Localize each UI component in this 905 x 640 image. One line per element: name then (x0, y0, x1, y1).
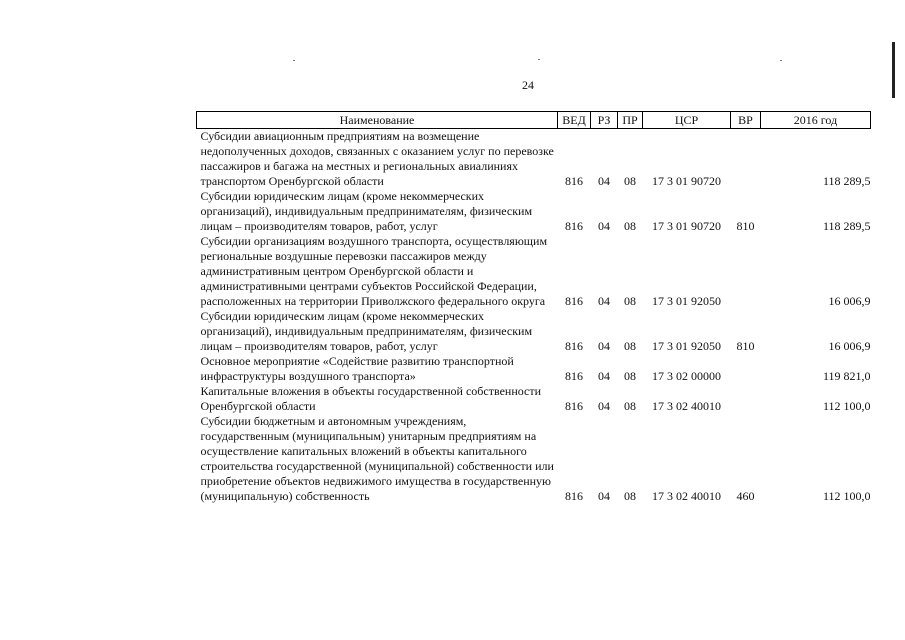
scan-speck (293, 60, 295, 61)
scan-speck (780, 60, 782, 61)
row-pr: 08 (624, 489, 636, 503)
row-name: Субсидии авиационным предприятиям на возмещение недополученных доходов, связанных с оказанием услуг по перевозке пассажиров и багажа на местных и региональных авиалиниях транспортом Оренбургской области (200, 129, 554, 188)
row-vr (731, 129, 761, 190)
row-ved: 816 (565, 294, 583, 308)
row-pr: 08 (624, 339, 636, 353)
row-vr: 810 (736, 339, 755, 353)
row-csr: 17 3 01 92050 (652, 339, 721, 353)
table-header-row (197, 112, 871, 129)
header-vr: ВР (731, 112, 761, 129)
row-csr: 17 3 01 90720 (652, 174, 721, 188)
row-name: Субсидии организациям воздушного транспорта, осуществляющим региональные воздушные перевозки пассажиров между административным центром Оренбургской области и административными центрами субъектов Российской Федерации, расположенных на территории Приволжского федерального округа (200, 234, 548, 308)
row-amount: 118 289,5 (822, 219, 871, 233)
table-row (197, 384, 871, 414)
row-rz: 04 (598, 369, 610, 383)
row-ved: 816 (565, 219, 583, 233)
row-vr (731, 384, 761, 414)
row-name: Основное мероприятие «Содействие развитию транспортной инфраструктуры воздушного транспорта» (200, 354, 514, 383)
header-rz: РЗ (591, 112, 618, 129)
row-amount: 112 100,0 (822, 489, 871, 503)
row-rz: 04 (598, 489, 610, 503)
table-row (197, 354, 871, 384)
budget-table (196, 111, 871, 504)
row-name: Субсидии бюджетным и автономным учреждениям, государственным (муниципальным) унитарным предприятиям на осуществление капитальных вложений в объекты капитального строительства государственной (муниципальной) собственности или приобретение объектов недвижимого имущества в государственную (муниципальную) собственность (200, 414, 554, 503)
table-row (197, 129, 871, 190)
row-ved: 816 (565, 399, 583, 413)
row-vr (731, 234, 761, 309)
row-csr: 17 3 02 00000 (652, 369, 721, 383)
row-name: Субсидии юридическим лицам (кроме некоммерческих организаций), индивидуальным предпринимателям, физическим лицам – производителям товаров, работ, услуг (200, 189, 533, 233)
row-rz: 04 (598, 294, 610, 308)
row-name: Капитальные вложения в объекты государственной собственности Оренбургской области (200, 384, 542, 413)
header-ved: ВЕД (558, 112, 591, 129)
row-rz: 04 (598, 399, 610, 413)
row-vr: 810 (736, 219, 755, 233)
row-pr: 08 (624, 399, 636, 413)
row-vr: 460 (736, 489, 755, 503)
row-amount: 16 006,9 (828, 339, 871, 353)
table-row (197, 234, 871, 309)
row-ved: 816 (565, 489, 583, 503)
row-name: Субсидии юридическим лицам (кроме некоммерческих организаций), индивидуальным предпринимателям, физическим лицам – производителям товаров, работ, услуг (200, 309, 533, 353)
row-rz: 04 (598, 174, 610, 188)
row-vr (731, 354, 761, 384)
row-ved: 816 (565, 369, 583, 383)
row-pr: 08 (624, 294, 636, 308)
page-number: 24 (522, 78, 534, 92)
row-csr: 17 3 01 90720 (652, 219, 721, 233)
header-pr: ПР (618, 112, 643, 129)
table-row (197, 189, 871, 234)
scan-edge-mark (892, 42, 895, 98)
row-ved: 816 (565, 174, 583, 188)
row-rz: 04 (598, 339, 610, 353)
row-pr: 08 (624, 219, 636, 233)
row-csr: 17 3 01 92050 (652, 294, 721, 308)
scan-speck (538, 59, 540, 60)
header-csr: ЦСР (643, 112, 731, 129)
header-name: Наименование (197, 112, 558, 129)
row-pr: 08 (624, 174, 636, 188)
table-row (197, 309, 871, 354)
table-row (197, 414, 871, 504)
row-ved: 816 (565, 339, 583, 353)
row-pr: 08 (624, 369, 636, 383)
row-amount: 118 289,5 (822, 174, 871, 188)
row-csr: 17 3 02 40010 (652, 489, 721, 503)
header-year: 2016 год (761, 112, 871, 129)
row-rz: 04 (598, 219, 610, 233)
row-amount: 112 100,0 (822, 399, 871, 413)
row-amount: 16 006,9 (828, 294, 871, 308)
row-csr: 17 3 02 40010 (652, 399, 721, 413)
row-amount: 119 821,0 (822, 369, 871, 383)
